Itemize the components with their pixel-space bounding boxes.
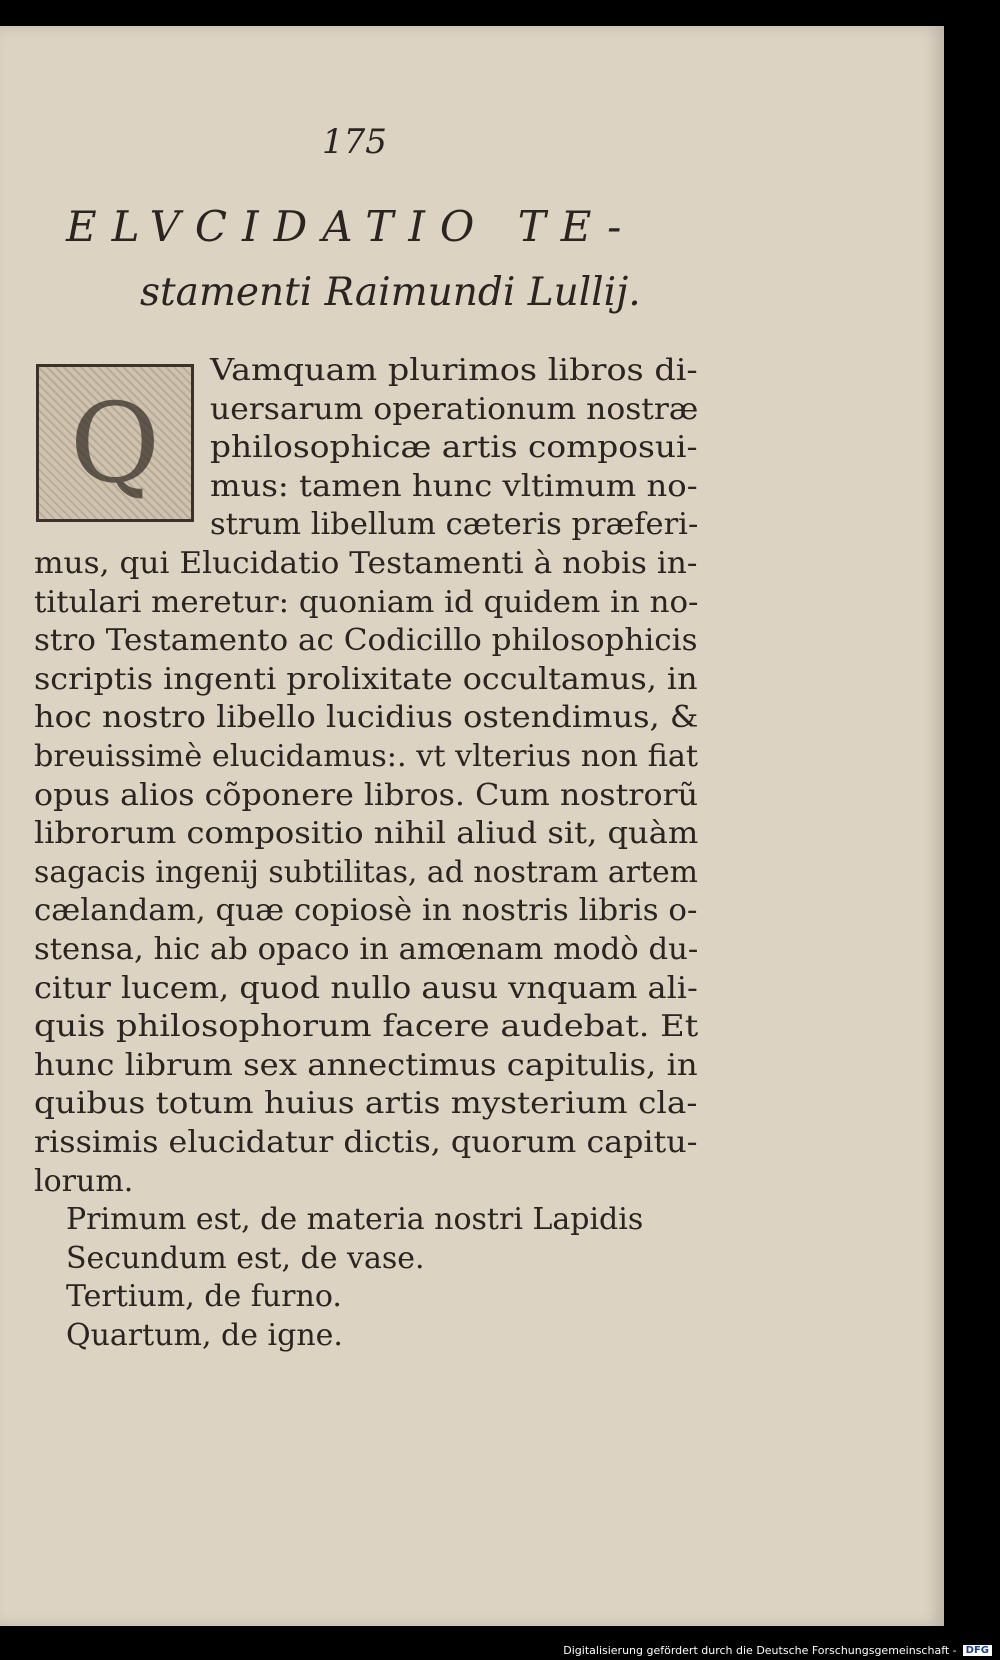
text-line: rissimis elucidatur dictis, quorum capitu- — [34, 1125, 698, 1160]
page-number: 175 — [322, 122, 387, 162]
text-line: cælandam, quæ copiosè in nostris libris o- — [34, 893, 698, 928]
text-line: opus alios cõponere libros. Cum nostrorũ — [34, 778, 699, 813]
decorated-initial — [36, 364, 194, 522]
book-page — [0, 26, 944, 1626]
text-line: mus: tamen hunc vltimum no- — [210, 469, 698, 504]
text-line: hoc nostro libello lucidius ostendimus, & — [34, 700, 699, 735]
text-line: Tertium, de furno. — [66, 1279, 342, 1314]
text-line: mus, qui Elucidatio Testamenti à nobis in- — [34, 546, 698, 581]
footer-credit-bar — [563, 1640, 1000, 1660]
dfg-logo: DFG — [963, 1645, 992, 1656]
text-line: librorum compositio nihil aliud sit, quàm — [34, 816, 699, 851]
initial-letter: Q — [69, 379, 161, 507]
text-line: Secundum est, de vase. — [66, 1241, 425, 1276]
text-line: sagacis ingenij subtilitas, ad nostram artem — [34, 855, 698, 890]
text-line: hunc librum sex annectimus capitulis, in — [34, 1048, 698, 1083]
text-line: citur lucem, quod nullo ausu vnquam ali- — [34, 971, 698, 1006]
title-line-1: ELVCIDATIO TE- — [66, 202, 637, 251]
text-line: philosophicæ artis composui- — [210, 430, 698, 465]
text-line: strum libellum cæteris præferi- — [210, 507, 699, 542]
text-line: Vamquam plurimos libros di- — [210, 353, 698, 388]
text-line: Primum est, de materia nostri Lapidis — [66, 1202, 644, 1237]
footer-credit-text: Digitalisierung gefördert durch die Deutsche Forschungsgemeinschaft - — [563, 1643, 957, 1657]
text-line: quibus totum huius artis mysterium cla- — [34, 1086, 698, 1121]
title-line-2: stamenti Raimundi Lullij. — [140, 270, 641, 315]
text-line: lorum. — [34, 1164, 134, 1199]
text-line: uersarum operationum nostræ — [210, 392, 699, 427]
text-line: Quartum, de igne. — [66, 1318, 343, 1353]
text-line: titulari meretur: quoniam id quidem in no- — [34, 585, 699, 620]
text-line: stro Testamento ac Codicillo philosophicis — [34, 623, 698, 658]
text-line: quis philosophorum facere audebat. Et — [34, 1009, 699, 1044]
text-line: stensa, hic ab opaco in amœnam modò du- — [34, 932, 699, 967]
text-line: scriptis ingenti prolixitate occultamus, in — [34, 662, 698, 697]
text-line: breuissimè elucidamus:. vt vlterius non fiat — [34, 739, 699, 774]
margin-annotation — [760, 1186, 910, 1216]
